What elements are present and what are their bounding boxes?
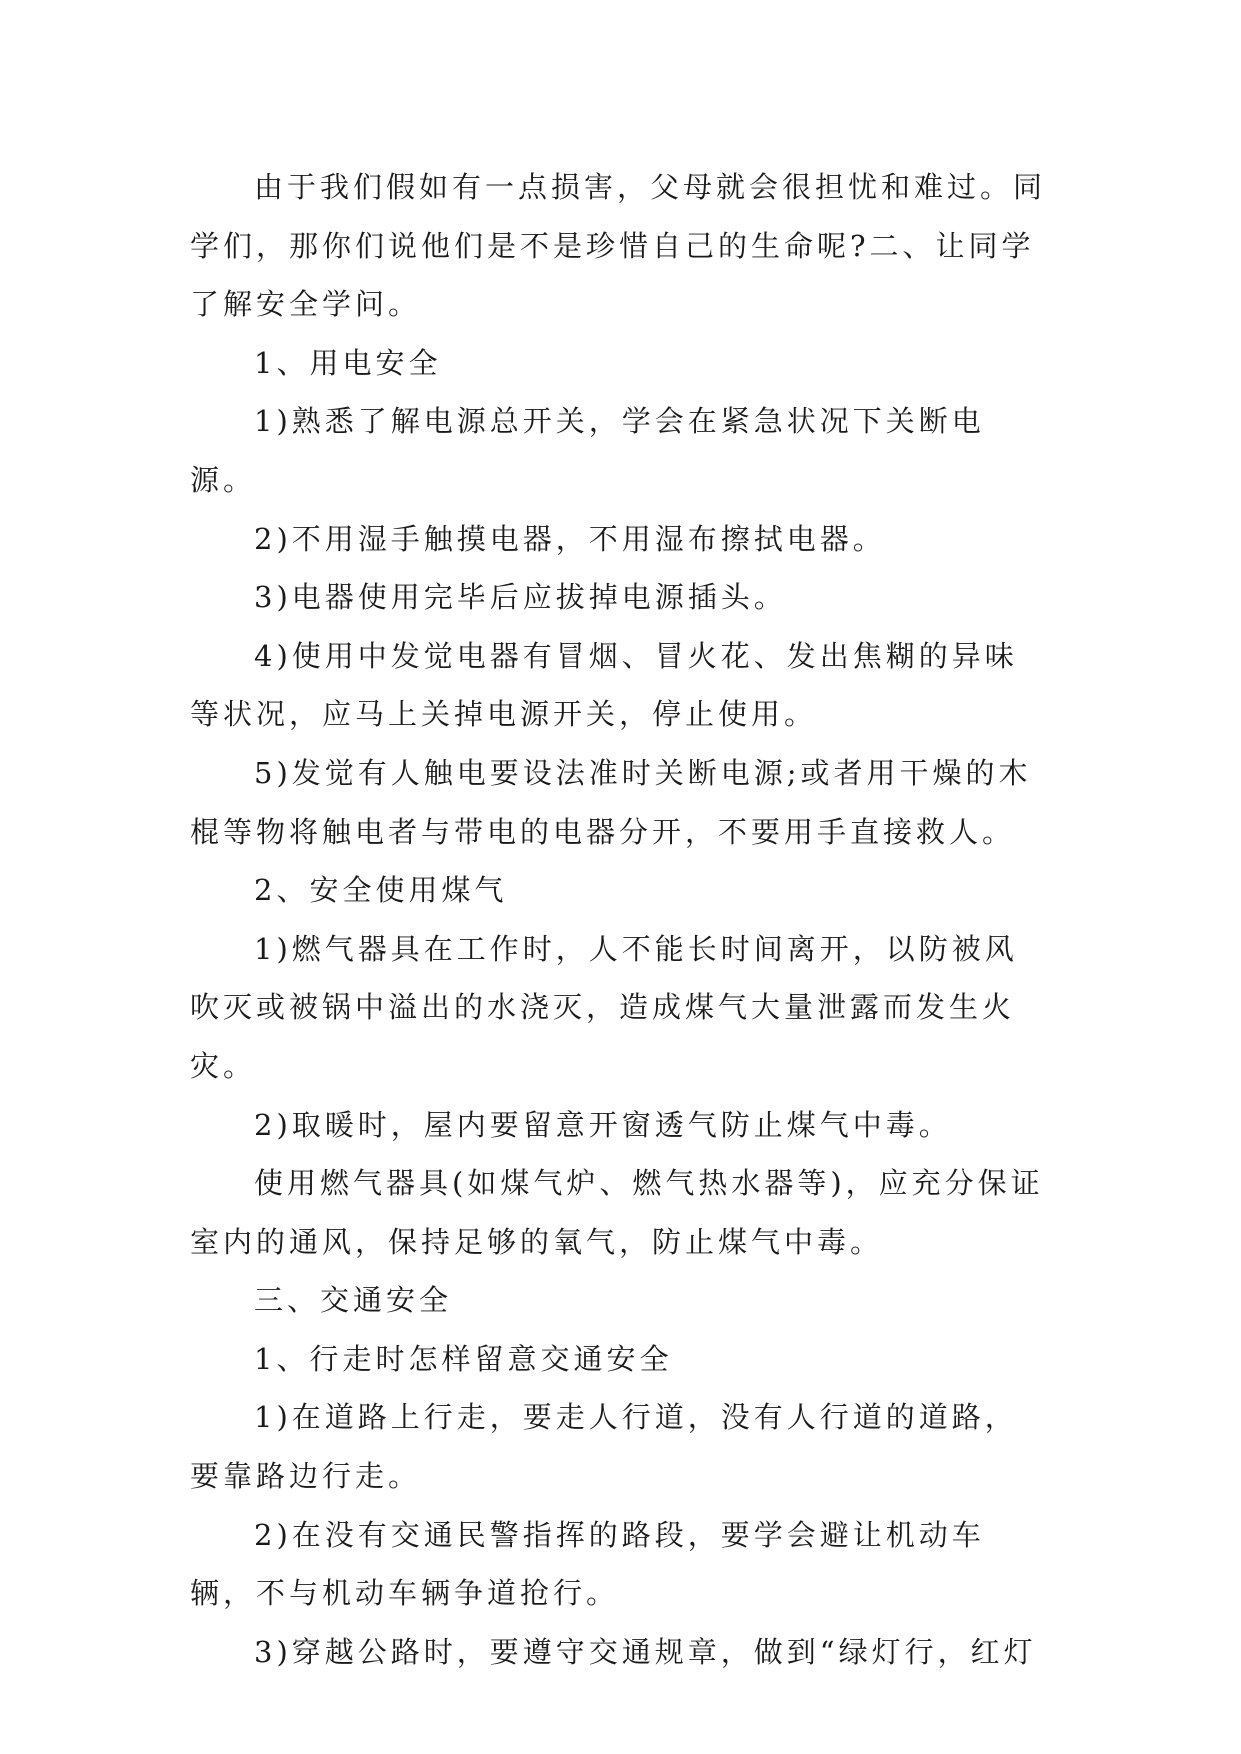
list-item: 2)在没有交通民警指挥的路段，要学会避让机动车辆，不与机动车辆争道抢行。 [190,1517,985,1611]
document-body [190,158,1050,1681]
paragraph: 由于我们假如有一点损害，父母就会很担忧和难过。同学们，那你们说他们是不是珍惜自己的生命呢?二、让同学了解安全学问。 [190,170,1047,322]
paragraph: 使用燃气器具(如煤气炉、燃气热水器等)，应充分保证室内的通风，保持足够的氧气，防止煤气中毒。 [190,1166,1044,1259]
section-heading: 1、用电安全 [254,345,442,380]
list-item: 1)在道路上行走，要走人行道，没有人行道的道路，要靠路边行走。 [190,1400,1018,1494]
subsection-heading: 1、行走时怎样留意交通安全 [254,1341,673,1376]
section-heading: 2、安全使用煤气 [254,873,508,908]
section-heading: 三、交通安全 [254,1283,453,1318]
list-item: 5)发觉有人触电要设法准时关断电源;或者用干燥的木棍等物将触电者与带电的电器分开，不要用手直接救人。 [190,755,1032,849]
list-item: 3)电器使用完毕后应拔掉电源插头。 [254,580,787,615]
list-item: 3)穿越公路时，要遵守交通规章，做到“绿灯行，红灯 [254,1634,1037,1669]
list-item: 2)不用湿手触摸电器，不用湿布擦拭电器。 [254,521,886,556]
list-item: 2)取暖时，屋内要留意开窗透气防止煤气中毒。 [254,1107,952,1142]
list-item: 1)燃气器具在工作时，人不能长时间离开，以防被风吹灭或被锅中溢出的水浇灭，造成煤气大量泄露而发生火灾。 [190,931,1018,1083]
list-item: 1)熟悉了解电源总开关，学会在紧急状况下关断电源。 [190,404,985,497]
list-item: 4)使用中发觉电器有冒烟、冒火花、发出焦糊的异味等状况，应马上关掉电源开关，停止使用。 [190,638,1018,732]
